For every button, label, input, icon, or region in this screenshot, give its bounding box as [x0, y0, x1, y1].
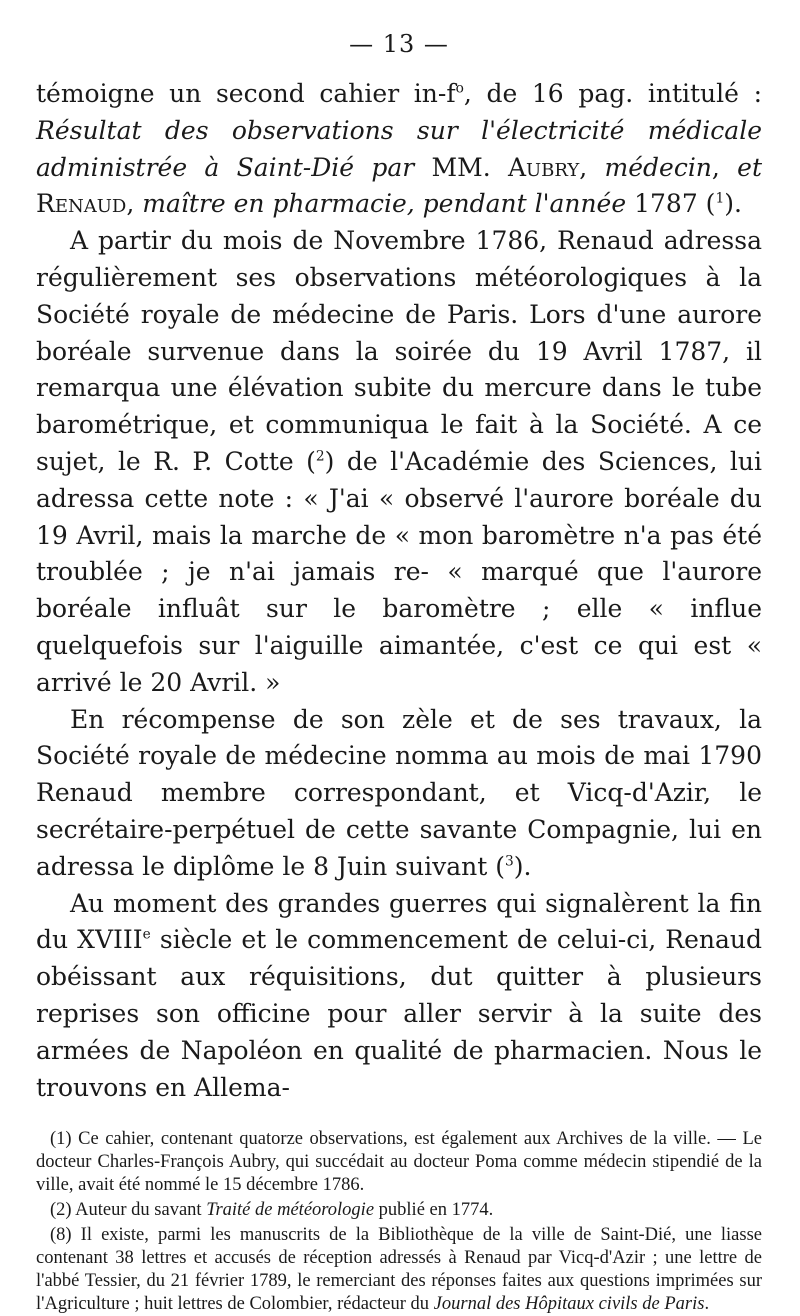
text-run: ) de l'Académie des Sciences, lui adressa cette note : « J'ai « observé l'aurore boréale du 19 Avril, mais la marche de « mon baromètre n'a pas été troublée ; je n'ai jamais re- « marqué que l'aurore boréale influât sur le baromètre ; elle « influe quelquefois sur l'aiguille aimantée, c'est ce qui est « arrivé le 20 Avril. » [36, 446, 762, 697]
text-run: publié en 1774. [374, 1200, 494, 1221]
paragraph [36, 702, 762, 886]
text-run: témoigne un second cahier in-f [36, 79, 456, 108]
text-run: (1) Ce cahier, contenant quatorze observations, est également aux Archives de la ville. — Le docteur Charles-François Aubry, qui succédait au docteur Poma comme médecin stipendié de la ville, avait été nommé le 15 décembre 1786. [36, 1129, 762, 1196]
paragraph [36, 223, 762, 701]
small-caps-name: Renaud [36, 189, 127, 219]
superscript: o [455, 80, 464, 97]
text-run: , de 16 pag. intitulé : [463, 79, 762, 108]
footnote [36, 1224, 762, 1316]
text-run: . [704, 1294, 710, 1315]
text-run: Au moment des grandes guerres qui signalèrent la fin du XVIII [36, 888, 762, 955]
text-run: 1787 ( [626, 189, 716, 219]
superscript: 2 [315, 448, 325, 465]
page-number: — 13 — [349, 30, 449, 58]
superscript: 1 [715, 191, 725, 208]
text-run: ). [724, 189, 742, 219]
superscript: e [142, 927, 151, 943]
small-caps-name: Aubry [507, 152, 580, 182]
italic-text: médecin [604, 152, 712, 182]
text-run: (2) Auteur du savant [50, 1200, 207, 1221]
footnotes [36, 1128, 762, 1316]
text-run: , [711, 152, 738, 182]
italic-text: Résultat des observations sur l'électricité médicale administrée à Saint-Dié [36, 115, 762, 182]
italic-text: et [737, 152, 762, 182]
text-run: (8) Il existe, parmi les manuscrits de la Bibliothèque de la ville de Saint-Dié, une liasse contenant 38 lettres et accusés de réception adressés à Renaud par Vicq-d'Azir ; une lettre de l'abbé Tessier, du 21 février 1789, le remerciant des réponses faites aux questions imprimées sur l'Agriculture ; huit lettres de Colombier, rédacteur du [36, 1225, 762, 1315]
main-text [36, 76, 762, 1106]
text-run: ). [513, 851, 532, 881]
footnote [36, 1199, 762, 1222]
italic-text: maître en pharmacie, pendant l'année [142, 189, 627, 219]
superscript: 3 [504, 853, 514, 870]
text-run: , [126, 189, 143, 219]
text-run: , [579, 152, 605, 182]
italic-text: Journal des Hôpitaux civils de Paris [433, 1294, 705, 1315]
text-run: En récompense de son zèle et de ses travaux, la Société royale de médecine nomma au mois de mai 1790 Renaud membre correspondant, et Vicq-d'Azir, le secrétaire-perpétuel de cette savante Compagnie, lui en adressa le diplôme le 8 Juin suivant ( [36, 704, 762, 881]
italic-text: par [371, 152, 415, 182]
italic-text: Traité de météorologie [206, 1200, 375, 1221]
text-run: siècle et le commencement de celui-ci, Renaud obéissant aux réquisitions, dut quitter à plusieurs reprises son officine pour aller servir à la suite des armées de Napoléon en qualité de pharmacien. Nous le trouvons en Allema- [36, 925, 762, 1102]
paragraph [36, 76, 762, 223]
footnote [36, 1128, 762, 1197]
paragraph [36, 886, 762, 1107]
text-run [354, 153, 371, 182]
text-run: A partir du mois de Novembre 1786, Renaud adressa régulièrement ses observations météorologiques à la Société royale de médecine de Paris. Lors d'une aurore boréale survenue dans la soirée du 19 Avril 1787, il remarqua une élévation subite du mercure dans le tube barométrique, et communiqua le fait à la Société. A ce sujet, le R. P. Cotte ( [36, 226, 762, 476]
text-run: MM. [414, 152, 508, 182]
